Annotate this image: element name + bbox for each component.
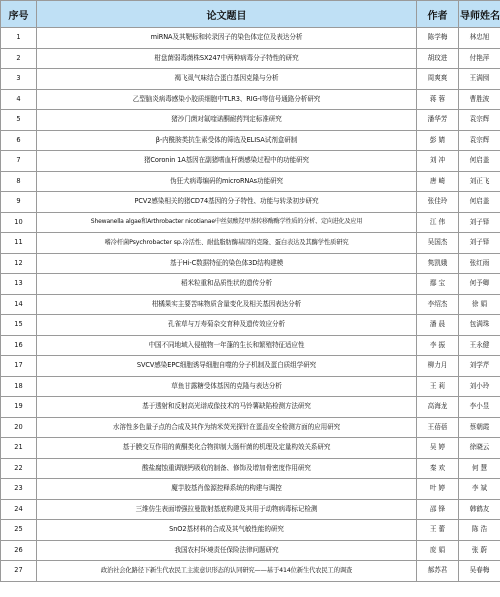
- row-title: β-内酰胺类抗生素受体的筛选及ELISA试剂盒研制: [37, 130, 417, 151]
- row-num: 21: [1, 438, 37, 459]
- table-row: [1, 520, 500, 541]
- row-num: 27: [1, 561, 37, 582]
- table-row: [1, 397, 500, 418]
- row-title: SnO2基材料的合成及其气敏性能的研究: [37, 520, 417, 541]
- row-tutor: 刘子铎: [459, 212, 500, 233]
- row-author: 高海龙: [417, 397, 459, 418]
- row-num: 11: [1, 233, 37, 254]
- row-tutor: 何予卿: [459, 274, 500, 295]
- row-title: 褐飞虱气味结合蛋白基因克隆与分析: [37, 69, 417, 90]
- header-tutor: 导师姓名: [459, 1, 500, 28]
- row-title: 伪狂犬病毒编码的microRNAs功能研究: [37, 171, 417, 192]
- row-author: 吴 婷: [417, 438, 459, 459]
- table-row: [1, 69, 500, 90]
- row-author: 庞 娟: [417, 540, 459, 561]
- row-num: 17: [1, 356, 37, 377]
- row-title: 稻米粒重和品质性状的遗传分析: [37, 274, 417, 295]
- row-num: 8: [1, 171, 37, 192]
- row-num: 10: [1, 212, 37, 233]
- row-title: 草鱼甘露糖受体基因的克隆与表达分析: [37, 376, 417, 397]
- row-author: 蒋 蓉: [417, 89, 459, 110]
- table-row: [1, 540, 500, 561]
- row-tutor: 王满囤: [459, 69, 500, 90]
- row-author: 江 伟: [417, 212, 459, 233]
- table-row: [1, 28, 500, 49]
- row-title: 柑盘菌弱毒菌株SX247中两种病毒分子特性的研究: [37, 48, 417, 69]
- row-num: 3: [1, 69, 37, 90]
- table-row: [1, 89, 500, 110]
- row-title: 酸盐腐蚀重调镁钙吸收的制备、修饰及增加骨密度作用研究: [37, 458, 417, 479]
- table-row: [1, 294, 500, 315]
- row-title: 三维仿生表面增强拉曼散射基底构建及其用于动物病毒标记检测: [37, 499, 417, 520]
- row-title: 孔雀草与万寿菊杂交育种及遗传效应分析: [37, 315, 417, 336]
- row-title: 水溶性多色量子点的合成及其作为纳米荧光探针在蛋品安全检测方面的应用研究: [37, 417, 417, 438]
- row-author: 彭 婧: [417, 130, 459, 151]
- table-row: [1, 499, 500, 520]
- row-tutor: 何启盖: [459, 151, 500, 172]
- row-tutor: 袁宗辉: [459, 110, 500, 131]
- row-title: 基于Hi-C数据特征的染色体3D结构建模: [37, 253, 417, 274]
- row-num: 6: [1, 130, 37, 151]
- row-num: 5: [1, 110, 37, 131]
- row-tutor: 付艳萍: [459, 48, 500, 69]
- row-author: 李 振: [417, 335, 459, 356]
- row-author: 张佳玲: [417, 192, 459, 213]
- row-title: SVCV感染EPC细胞诱导细胞自噬的分子机制及蛋白质组学研究: [37, 356, 417, 377]
- table-row: [1, 274, 500, 295]
- row-num: 12: [1, 253, 37, 274]
- row-author: 潘华芳: [417, 110, 459, 131]
- table-row: [1, 376, 500, 397]
- table-row: [1, 479, 500, 500]
- table-row: [1, 212, 500, 233]
- row-author: 隽凯娥: [417, 253, 459, 274]
- row-title: 基于膜交互作用的黄酮类化合物抑制大肠杆菌的机理及定量构效关系研究: [37, 438, 417, 459]
- row-num: 18: [1, 376, 37, 397]
- row-num: 20: [1, 417, 37, 438]
- row-author: 柳力月: [417, 356, 459, 377]
- row-title: 中国不同地域入侵植物一年蓬的生长和繁殖特征适应性: [37, 335, 417, 356]
- row-tutor: 林忠旭: [459, 28, 500, 49]
- row-author: 郝苏君: [417, 561, 459, 582]
- row-num: 26: [1, 540, 37, 561]
- row-num: 9: [1, 192, 37, 213]
- row-num: 7: [1, 151, 37, 172]
- row-author: 王 莉: [417, 376, 459, 397]
- header-num: 序号: [1, 1, 37, 28]
- row-author: 吴国杰: [417, 233, 459, 254]
- row-tutor: 张红雨: [459, 253, 500, 274]
- row-author: 胡玟进: [417, 48, 459, 69]
- row-num: 1: [1, 28, 37, 49]
- row-author: 王蓓蓓: [417, 417, 459, 438]
- row-num: 2: [1, 48, 37, 69]
- row-tutor: 刘学芹: [459, 356, 500, 377]
- row-num: 19: [1, 397, 37, 418]
- table-row: [1, 48, 500, 69]
- row-author: 刘 冲: [417, 151, 459, 172]
- row-tutor: 陈 浩: [459, 520, 500, 541]
- row-author: 陈学梅: [417, 28, 459, 49]
- row-tutor: 李 斌: [459, 479, 500, 500]
- header-row: [1, 1, 500, 28]
- row-num: 14: [1, 294, 37, 315]
- row-title: 柑橘果实主要苦味物质含量变化及相关基因表达分析: [37, 294, 417, 315]
- row-author: 叶 婷: [417, 479, 459, 500]
- table-row: [1, 417, 500, 438]
- row-title: 嗜冷杆菌Psychrobacter sp.冷活性、耐盐脂肪酶基因的克隆、蛋白表达及其酶学性质研究: [37, 233, 417, 254]
- row-author: 潘 晨: [417, 315, 459, 336]
- row-tutor: 袁宗辉: [459, 130, 500, 151]
- table-row: [1, 458, 500, 479]
- row-author: 秦 欢: [417, 458, 459, 479]
- table-row: [1, 253, 500, 274]
- row-tutor: 曹胜波: [459, 89, 500, 110]
- row-tutor: 刘小玲: [459, 376, 500, 397]
- table-row: [1, 315, 500, 336]
- row-tutor: 蔡朝霞: [459, 417, 500, 438]
- row-author: 李绍杰: [417, 294, 459, 315]
- row-tutor: 何启盖: [459, 192, 500, 213]
- table-row: [1, 438, 500, 459]
- table-row: [1, 192, 500, 213]
- table-row: [1, 110, 500, 131]
- row-tutor: 包满珠: [459, 315, 500, 336]
- row-author: 周爽爽: [417, 69, 459, 90]
- row-num: 16: [1, 335, 37, 356]
- table-body: [1, 28, 500, 582]
- row-tutor: 刘子铎: [459, 233, 500, 254]
- table-row: [1, 335, 500, 356]
- row-title: 我国农村环境责任保险法律问题研究: [37, 540, 417, 561]
- table-row: [1, 233, 500, 254]
- row-tutor: 吴春梅: [459, 561, 500, 582]
- row-author: 邵 锋: [417, 499, 459, 520]
- row-tutor: 王永健: [459, 335, 500, 356]
- row-num: 4: [1, 89, 37, 110]
- row-tutor: 刘正飞: [459, 171, 500, 192]
- header-author: 作者: [417, 1, 459, 28]
- row-title: 魔芋胶基肖像源控释系统的构建与调控: [37, 479, 417, 500]
- row-title: 猪沙门菌对氟喹诺酮耐药判定标准研究: [37, 110, 417, 131]
- row-title: 基于透射和反射高光谱成像技术的马铃薯缺陷检测方法研究: [37, 397, 417, 418]
- row-tutor: 何 慧: [459, 458, 500, 479]
- row-num: 25: [1, 520, 37, 541]
- table-row: [1, 561, 500, 582]
- table-row: [1, 130, 500, 151]
- row-num: 15: [1, 315, 37, 336]
- table-row: [1, 356, 500, 377]
- row-author: 鄢 宝: [417, 274, 459, 295]
- row-title: PCV2感染相关的猪CD74基因的分子特性、功能与转录初步研究: [37, 192, 417, 213]
- row-tutor: 韩鹤友: [459, 499, 500, 520]
- row-title: 乙型脑炎病毒感染小胶质细胞中TLR3、RIG-I等信号通路分析研究: [37, 89, 417, 110]
- row-tutor: 徐晓云: [459, 438, 500, 459]
- header-title: 论文题目: [37, 1, 417, 28]
- row-num: 24: [1, 499, 37, 520]
- row-title: miRNA及其靶标和转录因子的染色体定位及表达分析: [37, 28, 417, 49]
- row-title: 猪Coronin 1A基因在副猪嗜血杆菌感染过程中的功能研究: [37, 151, 417, 172]
- table-row: [1, 171, 500, 192]
- row-tutor: 徐 娟: [459, 294, 500, 315]
- row-num: 23: [1, 479, 37, 500]
- row-title: Shewanella algae和Arthrobacter nicotianae中丝氨酸羟甲基转移酶酶学性质的分析、定向进化及应用: [37, 212, 417, 233]
- row-title: 政治社会化路径下新生代农民工主流意识形态的认同研究——基于414位新生代农民工的调查: [37, 561, 417, 582]
- row-author: 唐 崎: [417, 171, 459, 192]
- row-tutor: 李小昱: [459, 397, 500, 418]
- row-num: 22: [1, 458, 37, 479]
- row-author: 王 蕾: [417, 520, 459, 541]
- row-num: 13: [1, 274, 37, 295]
- row-tutor: 张 蔚: [459, 540, 500, 561]
- table-row: [1, 151, 500, 172]
